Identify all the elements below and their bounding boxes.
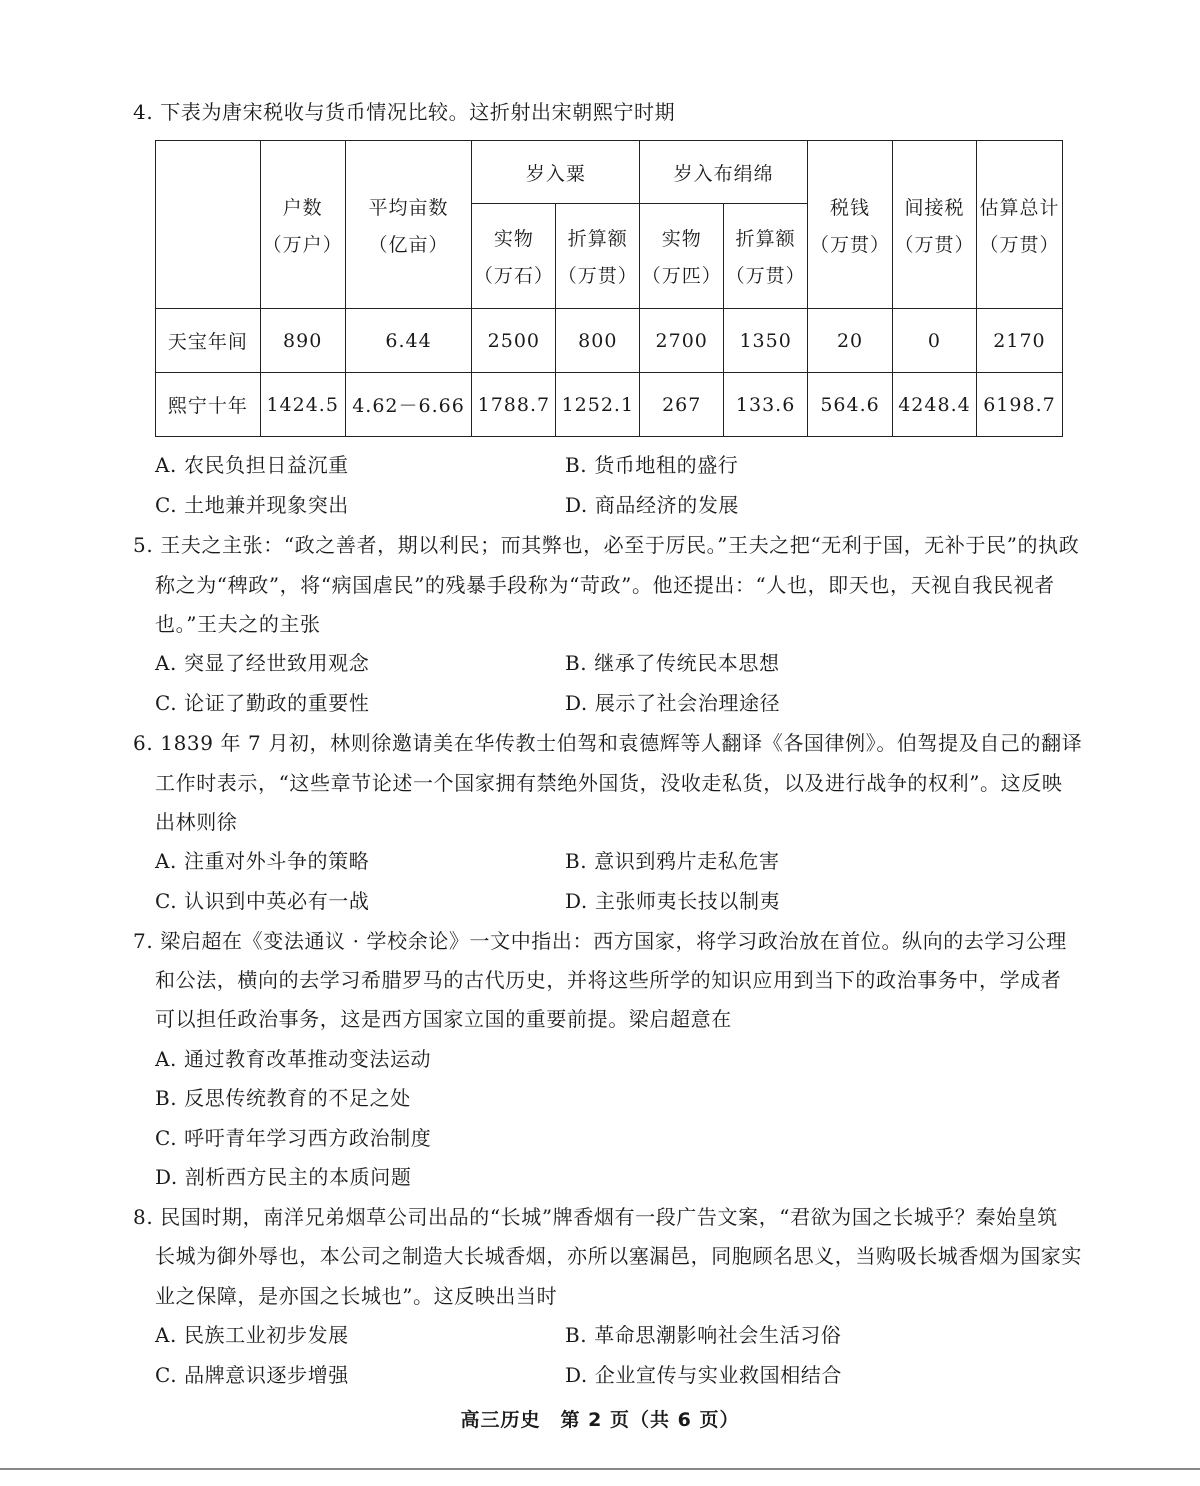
bottom-rule [0,1468,1200,1470]
q6-option-b[interactable]: B. 意识到鸦片走私危害 [565,849,780,873]
q8-option-c[interactable]: C. 品牌意识逐步增强 [155,1363,349,1387]
q8-option-d[interactable]: D. 企业宣传与实业救国相结合 [565,1363,843,1387]
q6-stem-line-2: 工作时表示，“这些章节论述一个国家拥有禁绝外国货，没收走私货，以及进行战争的权利”。这反映 [155,771,1063,795]
q6-option-a[interactable]: A. 注重对外斗争的策略 [155,849,370,873]
header-su-zhesuan: 折算额 （万贯） [556,204,640,309]
table-cell: 1252.1 [556,373,640,437]
header-bu-zhesuan: 折算额 （万贯） [724,204,808,309]
q8-stem-line-3: 业之保障，是亦国之长城也”。这反映出当时 [155,1284,558,1308]
table-cell: 4.62－6.66 [345,373,472,437]
header-bu: 岁入布绢绵 [640,141,808,204]
q5-option-a[interactable]: A. 突显了经世致用观念 [155,651,370,675]
header-jianjie: 间接税 （万贯） [892,141,976,309]
header-mushu: 平均亩数 （亿亩） [345,141,472,309]
q8-stem-line-2: 长城为御外辱也，本公司之制造大长城香烟，亦所以塞漏邑，同胞顾名思义，当购吸长城香烟为国家实 [155,1244,1082,1268]
q6-stem-line-1: 6. 1839 年 7 月初，林则徐邀请美在华传教士伯驾和袁德辉等人翻译《各国律例》。伯驾提及自己的翻译 [133,731,1083,755]
table-cell: 2700 [640,309,724,373]
table-cell: 800 [556,309,640,373]
header-hushu: 户数 （万户） [260,141,345,309]
header-zongji: 估算总计 （万贯） [976,141,1062,309]
q8-option-b[interactable]: B. 革命思潮影响社会生活习俗 [565,1323,842,1347]
table-cell: 2500 [472,309,556,373]
q4-stem: 4. 下表为唐宋税收与货币情况比较。这折射出宋朝熙宁时期 [133,100,676,124]
page-footer: 高三历史 第 2 页（共 6 页） [460,1409,740,1431]
q5-option-b[interactable]: B. 继承了传统民本思想 [565,651,780,675]
table-cell: 1350 [724,309,808,373]
table-cell: 1788.7 [472,373,556,437]
header-bu-shiwu: 实物 （万匹） [640,204,724,309]
q5-option-d[interactable]: D. 展示了社会治理途径 [565,691,781,715]
q4-option-b[interactable]: B. 货币地租的盛行 [565,453,739,477]
q8-option-a[interactable]: A. 民族工业初步发展 [155,1323,349,1347]
q7-stem-line-2: 和公法，横向的去学习希腊罗马的古代历史，并将这些所学的知识应用到当下的政治事务中，学成者 [155,968,1062,992]
q6-option-c[interactable]: C. 认识到中英必有一战 [155,889,370,913]
table-cell: 267 [640,373,724,437]
table-row [156,309,1063,373]
q6-option-d[interactable]: D. 主张师夷长技以制夷 [565,889,781,913]
table-cell: 133.6 [724,373,808,437]
q4-option-d[interactable]: D. 商品经济的发展 [565,493,740,517]
q5-stem-line-2: 称之为“稗政”，将“病国虐民”的残暴手段称为“苛政”。他还提出：“人也，即天也，天视自我民视者 [155,573,1055,597]
table-cell: 1424.5 [260,373,345,437]
table-cell: 4248.4 [892,373,976,437]
q6-stem-line-3: 出林则徐 [155,810,238,834]
q7-option-c[interactable]: C. 呼吁青年学习西方政治制度 [155,1126,432,1150]
header-su-shiwu: 实物 （万石） [472,204,556,309]
q5-stem-line-3: 也。”王夫之的主张 [155,612,321,636]
table-cell: 564.6 [808,373,893,437]
header-su: 岁入粟 [472,141,640,204]
header-shuiqian: 税钱 （万贯） [808,141,893,309]
table-corner-cell [156,141,261,309]
row-label: 熙宁十年 [156,373,261,437]
q7-stem-line-3: 可以担任政治事务，这是西方国家立国的重要前提。梁启超意在 [155,1007,732,1031]
row-label: 天宝年间 [156,309,261,373]
q8-stem-line-1: 8. 民国时期，南洋兄弟烟草公司出品的“长城”牌香烟有一段广告文案，“君欲为国之长城乎？秦始皇筑 [133,1205,1058,1229]
table-row [156,373,1063,437]
table-cell: 6198.7 [976,373,1062,437]
q7-option-b[interactable]: B. 反思传统教育的不足之处 [155,1086,411,1110]
q7-option-d[interactable]: D. 剖析西方民主的本质问题 [155,1165,412,1189]
table-cell: 6.44 [345,309,472,373]
table-cell: 0 [892,309,976,373]
q5-stem-line-1: 5. 王夫之主张：“政之善者，期以利民；而其弊也，必至于厉民。”王夫之把“无利于国，无补于民”的执政 [133,533,1080,557]
q7-option-a[interactable]: A. 通过教育改革推动变法运动 [155,1047,432,1071]
q5-option-c[interactable]: C. 论证了勤政的重要性 [155,691,370,715]
q4-option-c[interactable]: C. 土地兼并现象突出 [155,493,349,517]
table-cell: 20 [808,309,893,373]
q7-stem-line-1: 7. 梁启超在《变法通议 · 学校余论》一文中指出：西方国家，将学习政治放在首位。纵向的去学习公理 [133,929,1067,953]
table-cell: 2170 [976,309,1062,373]
q4-option-a[interactable]: A. 农民负担日益沉重 [155,453,349,477]
tax-comparison-table [155,140,1063,437]
table-cell: 890 [260,309,345,373]
